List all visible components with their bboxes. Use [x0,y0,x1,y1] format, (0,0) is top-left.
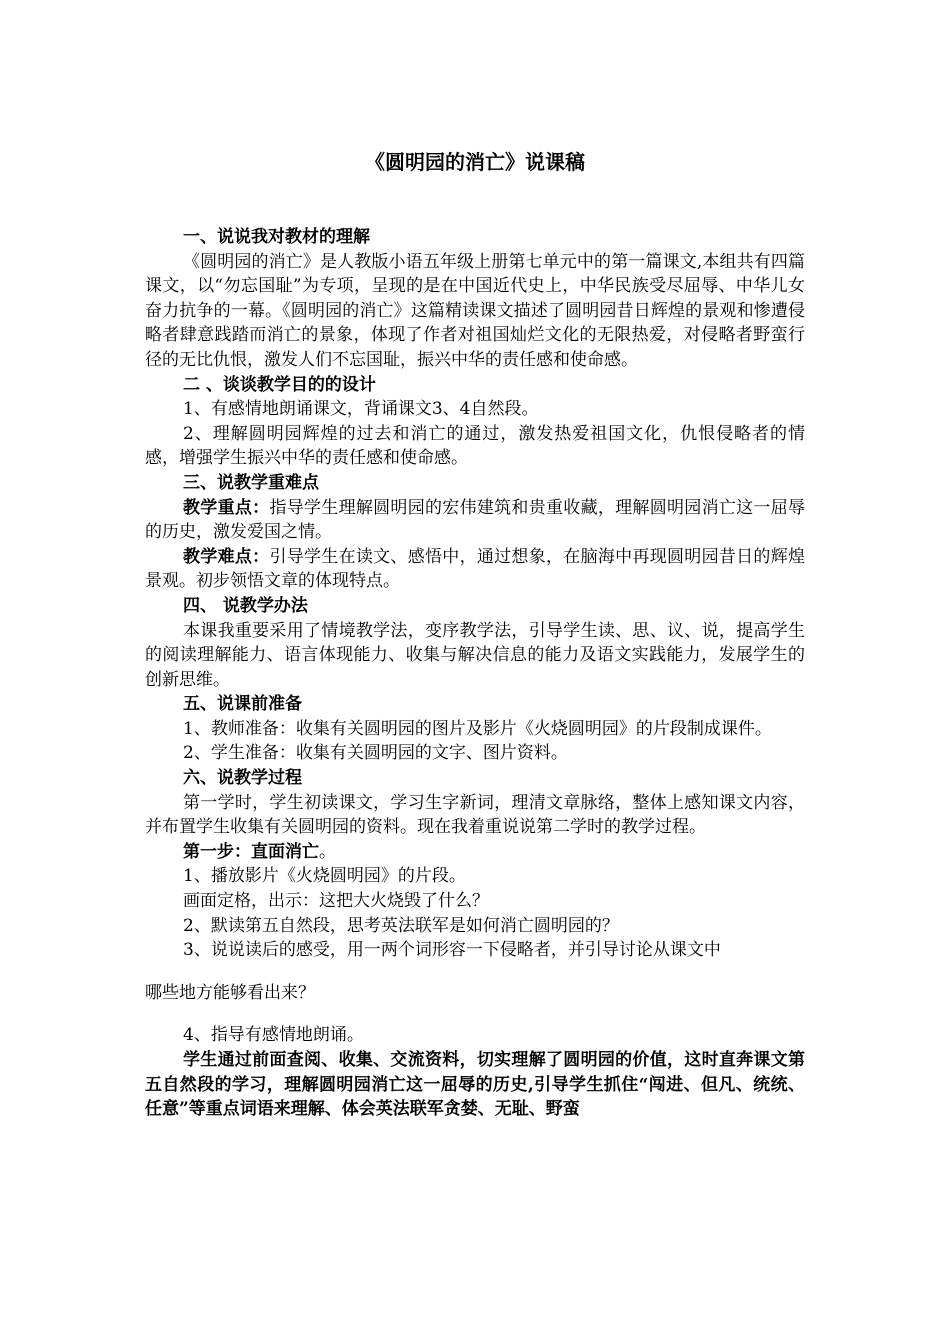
difficulty-text: 引导学生在读文、感悟中，通过想象，在脑海中再现圆明园昔日的辉煌景观。初步领悟文章的体现特点。 [145,546,806,592]
document-title: 《圆明园的消亡》说课稿 [365,150,585,174]
bold-paragraph: 学生通过前面查阅、收集、交流资料，切实理解了圆明园的价值，这时直奔课文第五自然段的学习，理解圆明园消亡这一屈辱的历史,引导学生抓住“闯进、但凡、统统、任意”等重点词语来理解、体会英法联军贪婪、无耻、野蛮 [145,1050,805,1120]
step-heading [145,840,805,865]
list-item: 2、理解圆明园辉煌的过去和消亡的通过，激发热爱祖国文化，仇恨侵略者的情感，增强学生振兴中华的责任感和使命感。 [145,423,805,469]
key-point-text: 指导学生理解圆明园的宏伟建筑和贵重收藏，理解圆明园消亡这一屈辱的历史，激发爱国之情。 [145,497,806,543]
paragraph: 本课我重要采用了情境教学法，变序教学法，引导学生读、思、议、说，提高学生的阅读理解能力、语言体现能力、收集与解决信息的能力及语文实践能力，发展学生的创新思维。 [145,620,805,690]
step-period: 。 [319,841,336,862]
document-body [145,225,805,1122]
paragraph: 第一学时，学生初读课文，学习生字新词，理清文章脉络，整体上感知课文内容，并布置学生收集有关圆明园的资料。现在我着重说说第二学时的教学过程。 [145,792,805,838]
paragraph [145,545,805,594]
difficulty-label: 教学难点： [183,546,270,567]
section-heading-4: 四、 说教学办法 [183,595,308,616]
list-item: 2、默读第五自然段，思考英法联军是如何消亡圆明园的？ [183,915,619,936]
list-item: 1、有感情地朗诵课文，背诵课文3、4自然段。 [183,399,539,420]
step-label: 第一步：直面消亡 [183,841,319,862]
list-item: 2、学生准备：收集有关圆明园的文字、图片资料。 [183,743,568,764]
list-item: 1、播放影片《火烧圆明园》的片段。 [183,866,466,887]
key-point-label: 教学重点： [183,497,270,518]
list-item: 3、说说读后的感受，用一两个词形容一下侵略者，并引导讨论从课文中 [183,940,721,961]
section-heading-3: 三、说教学重难点 [183,472,319,493]
list-item: 1、教师准备：收集有关圆明园的图片及影片《火烧圆明园》的片段制成课件。 [183,718,772,739]
paragraph: 《圆明园的消亡》是人教版小语五年级上册第七单元中的第一篇课文,本组共有四篇课文，以“勿忘国耻”为专项，呈现的是在中国近代史上，中华民族受尽屈辱、中华儿女奋力抗争的一幕。《圆明园的消亡》这篇精读课文描述了圆明园昔日辉煌的景观和惨遭侵略者肆意践踏而消亡的景象，体现了作者对祖国灿烂文化的无限热爱，对侵略者野蛮行径的无比仇恨，激发人们不忘国耻，振兴中华的责任感和使命感。 [145,251,805,370]
section-heading-2: 二 、谈谈教学目的的设计 [183,374,376,395]
paragraph [145,496,805,545]
list-item: 4、指导有感情地朗诵。 [183,1025,364,1046]
section-heading-1: 一、说说我对教材的理解 [183,227,370,247]
list-item: 画面定格，出示：这把大火烧毁了什么？ [183,891,489,912]
list-item-continuation: 哪些地方能够看出来？ [145,982,315,1003]
section-heading-6: 六、说教学过程 [183,768,302,789]
section-heading-5: 五、说课前准备 [183,694,302,715]
